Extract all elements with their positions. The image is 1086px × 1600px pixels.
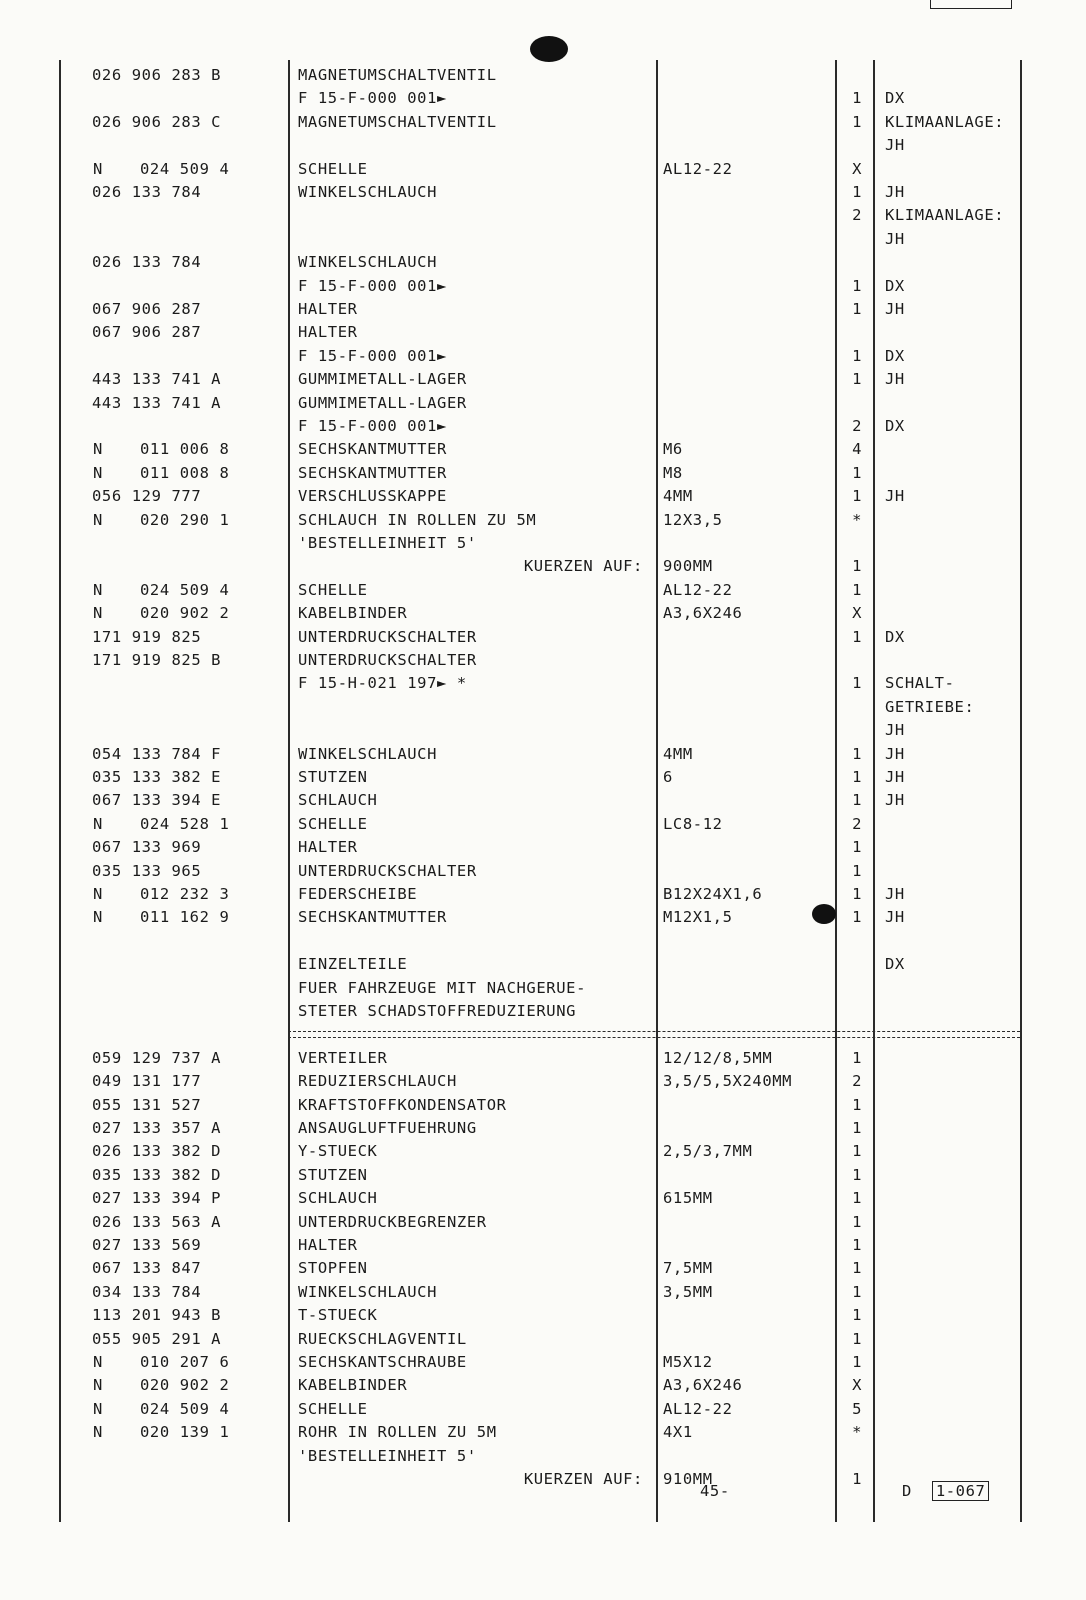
description-cell: SCHLAUCH — [298, 791, 378, 810]
footer-code: D — [902, 1482, 912, 1500]
quantity-cell: 1 — [852, 744, 862, 763]
description-cell: WINKELSCHLAUCH — [298, 253, 438, 272]
part-number-cell: 027 133 569 — [92, 1236, 202, 1254]
table-row — [0, 321, 1030, 344]
model-cell: DX — [885, 417, 905, 435]
n-flag-cell: N — [93, 885, 103, 903]
description-cell: WINKELSCHLAUCH — [298, 744, 438, 763]
model-cell: JH — [885, 768, 905, 786]
n-flag-cell: N — [93, 510, 103, 529]
part-number-cell: 067 906 287 — [92, 323, 202, 342]
description-cell: Y-STUECK — [298, 1142, 378, 1161]
part-number-cell: 055 131 527 — [92, 1095, 202, 1114]
description-cell: SECHSKANTMUTTER — [298, 463, 447, 482]
description-cell: REDUZIERSCHLAUCH — [298, 1072, 457, 1091]
part-number-cell: 026 133 563 A — [92, 1212, 222, 1231]
part-number-cell: 034 133 784 — [92, 1282, 202, 1301]
quantity-cell: 1 — [852, 1306, 862, 1325]
remark-cell: M12X1,5 — [663, 908, 733, 927]
table-row — [0, 906, 1030, 929]
description-cell: FUER FAHRZEUGE MIT NACHGERUE- — [298, 978, 587, 997]
description-cell: FEDERSCHEIBE — [298, 885, 418, 903]
quantity-cell: 2 — [852, 417, 862, 435]
description-cell: HALTER — [298, 300, 358, 318]
description-cell: MAGNETUMSCHALTVENTIL — [298, 66, 497, 84]
model-cell: JH — [885, 183, 905, 201]
page-number: 45- — [700, 1482, 730, 1500]
table-row — [0, 485, 1030, 508]
table-row — [0, 649, 1030, 672]
part-number-cell: 026 906 283 B — [92, 66, 222, 84]
description-cell: GUMMIMETALL-LAGER — [298, 393, 467, 412]
part-number-cell: 024 528 1 — [140, 814, 230, 833]
description-cell: WINKELSCHLAUCH — [298, 183, 438, 201]
footer-reference — [902, 1482, 989, 1500]
part-number-cell: 011 162 9 — [140, 908, 230, 927]
remark-cell: 2,5/3,7MM — [663, 1142, 753, 1161]
remark-cell: 3,5/5,5X240MM — [663, 1072, 793, 1091]
table-row — [0, 1398, 1030, 1421]
quantity-cell: 1 — [852, 1119, 862, 1137]
part-number-cell: 067 906 287 — [92, 300, 202, 318]
model-cell: SCHALT- — [885, 674, 955, 693]
quantity-cell: 4 — [852, 440, 862, 459]
quantity-cell: 2 — [852, 814, 862, 833]
description-cell: SECHSKANTSCHRAUBE — [298, 1353, 467, 1371]
description-cell: SCHELLE — [298, 580, 368, 599]
n-flag-cell: N — [93, 1399, 103, 1418]
table-row — [0, 813, 1030, 836]
description-cell: EINZELTEILE — [298, 955, 408, 974]
quantity-cell: 1 — [852, 1282, 862, 1301]
table-row — [0, 1421, 1030, 1444]
part-number-cell: 024 509 4 — [140, 159, 230, 178]
table-row — [0, 1304, 1030, 1327]
quantity-cell: 1 — [852, 300, 862, 318]
quantity-cell: 1 — [852, 1259, 862, 1278]
remark-cell: 910MM — [663, 1470, 713, 1488]
quantity-cell: 1 — [852, 1353, 862, 1371]
quantity-cell: 2 — [852, 206, 862, 225]
part-number-cell: 011 008 8 — [140, 463, 230, 482]
table-row — [0, 953, 1030, 976]
quantity-cell: 1 — [852, 276, 862, 295]
description-cell: F 15-F-000 001► — [298, 417, 447, 435]
quantity-cell: X — [852, 159, 862, 178]
table-row — [0, 1117, 1030, 1140]
model-cell: JH — [885, 908, 905, 927]
remark-cell: 900MM — [663, 557, 713, 576]
quantity-cell: 1 — [852, 1212, 862, 1231]
table-row — [0, 930, 1030, 953]
part-number-cell: 054 133 784 F — [92, 744, 222, 763]
model-cell: DX — [885, 627, 905, 646]
part-number-cell: 035 133 382 E — [92, 768, 222, 786]
quantity-cell: 5 — [852, 1399, 862, 1418]
part-number-cell: 026 133 382 D — [92, 1142, 222, 1161]
remark-cell: M5X12 — [663, 1353, 713, 1371]
description-cell: KABELBINDER — [298, 604, 408, 623]
table-row — [0, 696, 1030, 719]
model-cell: GETRIEBE: — [885, 697, 975, 716]
description-cell: F 15-H-021 197► * — [298, 674, 467, 693]
table-row — [0, 1257, 1030, 1280]
description-cell: SECHSKANTMUTTER — [298, 440, 447, 459]
description-cell: KUERZEN AUF: — [523, 557, 643, 576]
n-flag-cell: N — [93, 814, 103, 833]
quantity-cell: 1 — [852, 89, 862, 108]
model-cell: JH — [885, 791, 905, 810]
part-number-cell: 027 133 394 P — [92, 1189, 222, 1208]
table-row — [0, 743, 1030, 766]
part-number-cell: 024 509 4 — [140, 580, 230, 599]
table-row — [0, 509, 1030, 532]
table-row — [0, 1070, 1030, 1093]
part-number-cell: 056 129 777 — [92, 487, 202, 506]
remark-cell: AL12-22 — [663, 580, 733, 599]
table-row — [0, 836, 1030, 859]
quantity-cell: 1 — [852, 183, 862, 201]
description-cell: F 15-F-000 001► — [298, 276, 447, 295]
part-number-cell: 171 919 825 B — [92, 651, 222, 669]
description-cell: KUERZEN AUF: — [523, 1470, 643, 1488]
description-cell: RUECKSCHLAGVENTIL — [298, 1329, 467, 1348]
quantity-cell: 1 — [852, 487, 862, 506]
description-cell: KABELBINDER — [298, 1376, 408, 1395]
table-row — [0, 392, 1030, 415]
model-cell: JH — [885, 136, 905, 155]
quantity-cell: 1 — [852, 1329, 862, 1348]
remark-cell: 4MM — [663, 744, 693, 763]
remark-cell: A3,6X246 — [663, 604, 743, 623]
description-cell: VERSCHLUSSKAPPE — [298, 487, 447, 506]
description-cell: SCHLAUCH IN ROLLEN ZU 5M — [298, 510, 537, 529]
model-cell: JH — [885, 721, 905, 740]
n-flag-cell: N — [93, 1353, 103, 1371]
table-row — [0, 87, 1030, 110]
description-cell: KRAFTSTOFFKONDENSATOR — [298, 1095, 507, 1114]
part-number-cell: 012 232 3 — [140, 885, 230, 903]
table-row — [0, 438, 1030, 461]
model-cell: DX — [885, 276, 905, 295]
part-number-cell: 443 133 741 A — [92, 393, 222, 412]
table-row — [0, 977, 1030, 1000]
part-number-cell: 171 919 825 — [92, 627, 202, 646]
description-cell: HALTER — [298, 323, 358, 342]
table-row — [0, 1374, 1030, 1397]
quantity-cell: 1 — [852, 1165, 862, 1184]
part-number-cell: 011 006 8 — [140, 440, 230, 459]
description-cell: UNTERDRUCKSCHALTER — [298, 627, 477, 646]
quantity-cell: 1 — [852, 768, 862, 786]
n-flag-cell: N — [93, 1376, 103, 1395]
part-number-cell: 059 129 737 A — [92, 1048, 222, 1067]
part-number-cell: 067 133 847 — [92, 1259, 202, 1278]
part-number-cell: 049 131 177 — [92, 1072, 202, 1091]
quantity-cell: 1 — [852, 1048, 862, 1067]
table-row — [0, 1047, 1030, 1070]
description-cell: WINKELSCHLAUCH — [298, 1282, 438, 1301]
remark-cell: 12X3,5 — [663, 510, 723, 529]
quantity-cell: 1 — [852, 674, 862, 693]
table-row — [0, 275, 1030, 298]
remark-cell: 3,5MM — [663, 1282, 713, 1301]
description-cell: F 15-F-000 001► — [298, 89, 447, 108]
top-reference-box — [930, 0, 1012, 9]
part-number-cell: 055 905 291 A — [92, 1329, 222, 1348]
description-cell: GUMMIMETALL-LAGER — [298, 370, 467, 389]
part-number-cell: 020 902 2 — [140, 1376, 230, 1395]
description-cell: 'BESTELLEINHEIT 5' — [298, 1446, 477, 1465]
table-row — [0, 1187, 1030, 1210]
table-row — [0, 555, 1030, 578]
table-row — [0, 883, 1030, 906]
quantity-cell: X — [852, 604, 862, 623]
ink-smudge — [530, 36, 568, 62]
n-flag-cell: N — [93, 908, 103, 927]
model-cell: JH — [885, 229, 905, 248]
table-row — [0, 579, 1030, 602]
table-row — [0, 1351, 1030, 1374]
table-row — [0, 1281, 1030, 1304]
part-number-cell: 113 201 943 B — [92, 1306, 222, 1325]
part-number-cell: 067 133 969 — [92, 838, 202, 857]
description-cell: STETER SCHADSTOFFREDUZIERUNG — [298, 1002, 577, 1020]
remark-cell: B12X24X1,6 — [663, 885, 763, 903]
table-row — [0, 1468, 1030, 1491]
quantity-cell: 1 — [852, 580, 862, 599]
description-cell: STOPFEN — [298, 1259, 368, 1278]
part-number-cell: 020 902 2 — [140, 604, 230, 623]
description-cell: UNTERDRUCKBEGRENZER — [298, 1212, 487, 1231]
quantity-cell: * — [852, 510, 862, 529]
quantity-cell: 1 — [852, 1142, 862, 1161]
double-separator — [288, 1031, 1020, 1038]
table-row — [0, 1164, 1030, 1187]
part-number-cell: 026 906 283 C — [92, 112, 222, 131]
remark-cell: A3,6X246 — [663, 1376, 743, 1395]
table-row — [0, 672, 1030, 695]
part-number-cell: 026 133 784 — [92, 253, 202, 272]
footer-page-number — [700, 1482, 730, 1500]
table-row — [0, 1211, 1030, 1234]
table-row — [0, 345, 1030, 368]
model-cell: JH — [885, 300, 905, 318]
remark-cell: M6 — [663, 440, 683, 459]
quantity-cell: X — [852, 1376, 862, 1395]
part-number-cell: 443 133 741 A — [92, 370, 222, 389]
quantity-cell: 1 — [852, 346, 862, 365]
table-row — [0, 368, 1030, 391]
table-row — [0, 415, 1030, 438]
n-flag-cell: N — [93, 440, 103, 459]
quantity-cell: 1 — [852, 1189, 862, 1208]
remark-cell: AL12-22 — [663, 1399, 733, 1418]
table-row — [0, 158, 1030, 181]
remark-cell: 4X1 — [663, 1423, 693, 1442]
table-row — [0, 860, 1030, 883]
n-flag-cell: N — [93, 159, 103, 178]
table-row — [0, 1328, 1030, 1351]
description-cell: HALTER — [298, 1236, 358, 1254]
quantity-cell: 1 — [852, 1095, 862, 1114]
table-row — [0, 64, 1030, 87]
quantity-cell: 1 — [852, 370, 862, 389]
description-cell: STUTZEN — [298, 768, 368, 786]
description-cell: SCHELLE — [298, 1399, 368, 1418]
part-number-cell: 067 133 394 E — [92, 791, 222, 810]
part-number-cell: 024 509 4 — [140, 1399, 230, 1418]
remark-cell: AL12-22 — [663, 159, 733, 178]
remark-cell: 12/12/8,5MM — [663, 1048, 773, 1067]
part-number-cell: 035 133 965 — [92, 861, 202, 880]
table-row — [0, 602, 1030, 625]
table-row — [0, 462, 1030, 485]
part-number-cell: 026 133 784 — [92, 183, 202, 201]
quantity-cell: 1 — [852, 557, 862, 576]
description-cell: ROHR IN ROLLEN ZU 5M — [298, 1423, 497, 1442]
quantity-cell: 2 — [852, 1072, 862, 1091]
table-row — [0, 1445, 1030, 1468]
n-flag-cell: N — [93, 1423, 103, 1442]
table-row — [0, 532, 1030, 555]
part-number-cell: 020 290 1 — [140, 510, 230, 529]
description-cell: STUTZEN — [298, 1165, 368, 1184]
description-cell: SCHLAUCH — [298, 1189, 378, 1208]
quantity-cell: 1 — [852, 838, 862, 857]
remark-cell: 615MM — [663, 1189, 713, 1208]
description-cell: VERTEILER — [298, 1048, 388, 1067]
n-flag-cell: N — [93, 604, 103, 623]
model-cell: DX — [885, 955, 905, 974]
table-row — [0, 251, 1030, 274]
quantity-cell: 1 — [852, 791, 862, 810]
table-row — [0, 181, 1030, 204]
part-number-cell: 020 139 1 — [140, 1423, 230, 1442]
description-cell: F 15-F-000 001► — [298, 346, 447, 365]
description-cell: UNTERDRUCKSCHALTER — [298, 861, 477, 880]
part-number-cell: 027 133 357 A — [92, 1119, 222, 1137]
model-cell: JH — [885, 744, 905, 763]
table-row — [0, 789, 1030, 812]
description-cell: MAGNETUMSCHALTVENTIL — [298, 112, 497, 131]
quantity-cell: 1 — [852, 861, 862, 880]
remark-cell: 4MM — [663, 487, 693, 506]
table-row — [0, 626, 1030, 649]
description-cell: T-STUECK — [298, 1306, 378, 1325]
description-cell: SECHSKANTMUTTER — [298, 908, 447, 927]
table-row — [0, 204, 1030, 227]
footer-ref-box: 1-067 — [932, 1481, 990, 1501]
table-row — [0, 111, 1030, 134]
description-cell: SCHELLE — [298, 814, 368, 833]
quantity-cell: 1 — [852, 627, 862, 646]
description-cell: HALTER — [298, 838, 358, 857]
part-number-cell: 035 133 382 D — [92, 1165, 222, 1184]
quantity-cell: 1 — [852, 112, 862, 131]
part-number-cell: 010 207 6 — [140, 1353, 230, 1371]
table-row — [0, 1094, 1030, 1117]
table-row — [0, 766, 1030, 789]
n-flag-cell: N — [93, 580, 103, 599]
description-cell: SCHELLE — [298, 159, 368, 178]
n-flag-cell: N — [93, 463, 103, 482]
table-row — [0, 134, 1030, 157]
quantity-cell: 1 — [852, 463, 862, 482]
model-cell: KLIMAANLAGE: — [885, 206, 1005, 225]
table-row — [0, 228, 1030, 251]
model-cell: JH — [885, 487, 905, 506]
table-row — [0, 1234, 1030, 1257]
remark-cell: 7,5MM — [663, 1259, 713, 1278]
remark-cell: M8 — [663, 463, 683, 482]
model-cell: DX — [885, 346, 905, 365]
description-cell: ANSAUGLUFTFUEHRUNG — [298, 1119, 477, 1137]
table-row — [0, 1000, 1030, 1023]
quantity-cell: * — [852, 1423, 862, 1442]
description-cell: UNTERDRUCKSCHALTER — [298, 651, 477, 669]
quantity-cell: 1 — [852, 885, 862, 903]
model-cell: JH — [885, 370, 905, 389]
remark-cell: 6 — [663, 768, 673, 786]
table-row — [0, 1140, 1030, 1163]
quantity-cell: 1 — [852, 1236, 862, 1254]
quantity-cell: 1 — [852, 1470, 862, 1488]
model-cell: KLIMAANLAGE: — [885, 112, 1005, 131]
table-row — [0, 298, 1030, 321]
model-cell: DX — [885, 89, 905, 108]
description-cell: 'BESTELLEINHEIT 5' — [298, 534, 477, 552]
remark-cell: LC8-12 — [663, 814, 723, 833]
table-row — [0, 719, 1030, 742]
quantity-cell: 1 — [852, 908, 862, 927]
model-cell: JH — [885, 885, 905, 903]
